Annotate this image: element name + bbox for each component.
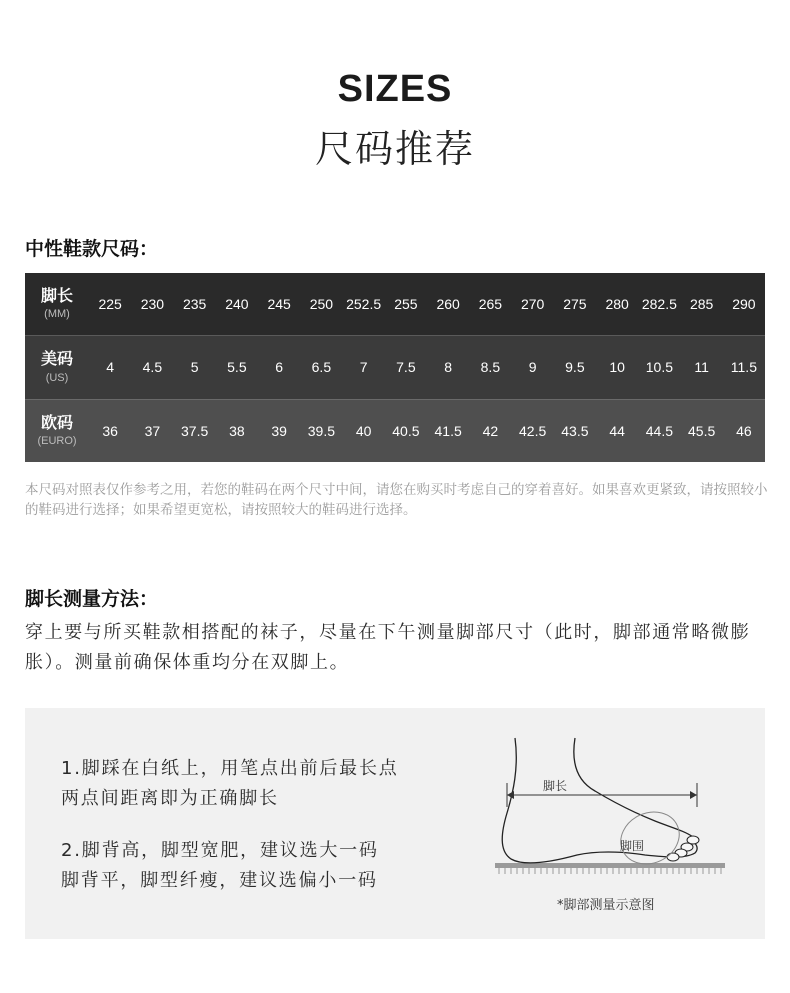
step-2-line-2: 脚背平，脚型纤瘦，建议选偏小一码 bbox=[61, 870, 378, 891]
girth-ellipse bbox=[612, 803, 688, 874]
size-cell: 4 bbox=[106, 359, 115, 376]
size-cell: 270 bbox=[520, 295, 545, 312]
size-cell: 10 bbox=[609, 359, 625, 376]
size-chart-table bbox=[25, 273, 765, 462]
size-cell: 39.5 bbox=[307, 423, 335, 440]
measure-panel bbox=[25, 708, 765, 939]
page-title-cn: 尺码推荐 bbox=[314, 127, 475, 171]
size-cell: 40 bbox=[355, 423, 372, 440]
step-2-line-1: 2.脚背高，脚型宽肥，建议选大一码 bbox=[61, 840, 379, 861]
size-cell: 40.5 bbox=[392, 423, 420, 440]
diagram-caption: *脚部测量示意图 bbox=[557, 898, 655, 913]
size-cell: 37 bbox=[144, 423, 161, 440]
row-header-unit: (MM) bbox=[44, 308, 70, 321]
euro-size-row bbox=[25, 400, 765, 462]
girth-label: 脚围 bbox=[620, 839, 645, 853]
toes bbox=[667, 836, 699, 861]
row-header bbox=[25, 273, 89, 335]
size-cell: 42.5 bbox=[519, 423, 547, 440]
size-cell: 43.5 bbox=[561, 423, 589, 440]
size-cell: 240 bbox=[225, 295, 249, 312]
size-cell: 235 bbox=[182, 295, 207, 312]
size-cell: 8.5 bbox=[480, 359, 501, 376]
page-title-en: SIZES bbox=[337, 68, 453, 110]
row-header-unit: (EURO) bbox=[37, 435, 77, 448]
step-1-line-2: 两点间距离即为正确脚长 bbox=[61, 788, 279, 809]
length-arrow-right-head bbox=[690, 791, 697, 799]
ground-strip bbox=[495, 863, 725, 868]
size-cell: 225 bbox=[98, 295, 122, 312]
size-cell: 6.5 bbox=[311, 359, 332, 376]
size-cell: 41.5 bbox=[434, 423, 462, 440]
foot-heel-outline bbox=[502, 738, 697, 863]
size-section-title: 中性鞋款尺码： bbox=[25, 238, 159, 260]
size-cell: 285 bbox=[689, 295, 714, 312]
row-header-label: 脚长 bbox=[40, 285, 73, 305]
size-cell: 8 bbox=[444, 359, 453, 376]
size-cell: 39 bbox=[271, 423, 287, 440]
size-cell: 4.5 bbox=[142, 359, 163, 376]
step-1-line-1: 1.脚踩在白纸上，用笔点出前后最长点 bbox=[61, 758, 399, 779]
foot-measure-diagram bbox=[485, 733, 735, 883]
row-header bbox=[25, 400, 89, 462]
ground-ticks bbox=[499, 868, 721, 874]
size-cell: 280 bbox=[605, 295, 629, 312]
size-cell: 9 bbox=[528, 359, 537, 376]
step-1 bbox=[61, 754, 399, 814]
size-cell: 252.5 bbox=[346, 295, 382, 312]
size-cell: 290 bbox=[732, 295, 756, 312]
size-cell: 46 bbox=[736, 423, 752, 440]
size-cell: 5 bbox=[190, 359, 199, 376]
row-header-unit: (US) bbox=[45, 371, 69, 384]
size-cell: 9.5 bbox=[565, 359, 585, 376]
size-cell: 44.5 bbox=[645, 423, 673, 440]
size-cell: 265 bbox=[478, 295, 503, 312]
size-cell: 37.5 bbox=[181, 423, 209, 440]
size-cell: 36 bbox=[102, 423, 118, 440]
size-cell: 45.5 bbox=[688, 423, 716, 440]
length-label: 脚长 bbox=[543, 779, 568, 793]
size-cell: 255 bbox=[394, 295, 418, 312]
size-cell: 260 bbox=[436, 295, 460, 312]
size-cell: 6 bbox=[275, 359, 284, 376]
size-cell: 38 bbox=[229, 423, 245, 440]
measure-section-title: 脚长测量方法： bbox=[25, 588, 159, 610]
foot-length-row bbox=[25, 273, 765, 335]
size-cell: 7 bbox=[359, 359, 368, 376]
size-cell: 11 bbox=[694, 359, 709, 376]
size-cell: 10.5 bbox=[645, 359, 673, 376]
us-size-row bbox=[25, 335, 765, 399]
row-header bbox=[25, 335, 89, 399]
size-cell: 11.5 bbox=[730, 359, 757, 376]
size-cell: 245 bbox=[267, 295, 291, 312]
size-cell: 250 bbox=[309, 295, 334, 312]
size-cell: 42 bbox=[482, 423, 499, 440]
size-cell: 275 bbox=[563, 295, 587, 312]
size-cell: 282.5 bbox=[641, 295, 677, 312]
measure-instructions: 穿上要与所买鞋款相搭配的袜子，尽量在下午测量脚部尺寸（此时，脚部通常略微膨胀）。测量前确保体重均分在双脚上。 bbox=[25, 622, 751, 673]
size-cell: 44 bbox=[609, 423, 625, 440]
size-cell: 7.5 bbox=[396, 359, 416, 376]
row-header-label: 美码 bbox=[40, 349, 73, 369]
step-2 bbox=[61, 836, 379, 896]
size-cell: 5.5 bbox=[227, 359, 247, 376]
size-cell: 230 bbox=[140, 295, 165, 312]
row-header-label: 欧码 bbox=[40, 413, 73, 433]
size-note: 本尺码对照表仅作参考之用，若您的鞋码在两个尺寸中间，请您在购买时考虑自己的穿着喜好。如果喜欢更紧致，请按照较小的鞋码进行选择；如果希望更宽松，请按照较大的鞋码进行选择。 bbox=[25, 482, 768, 518]
